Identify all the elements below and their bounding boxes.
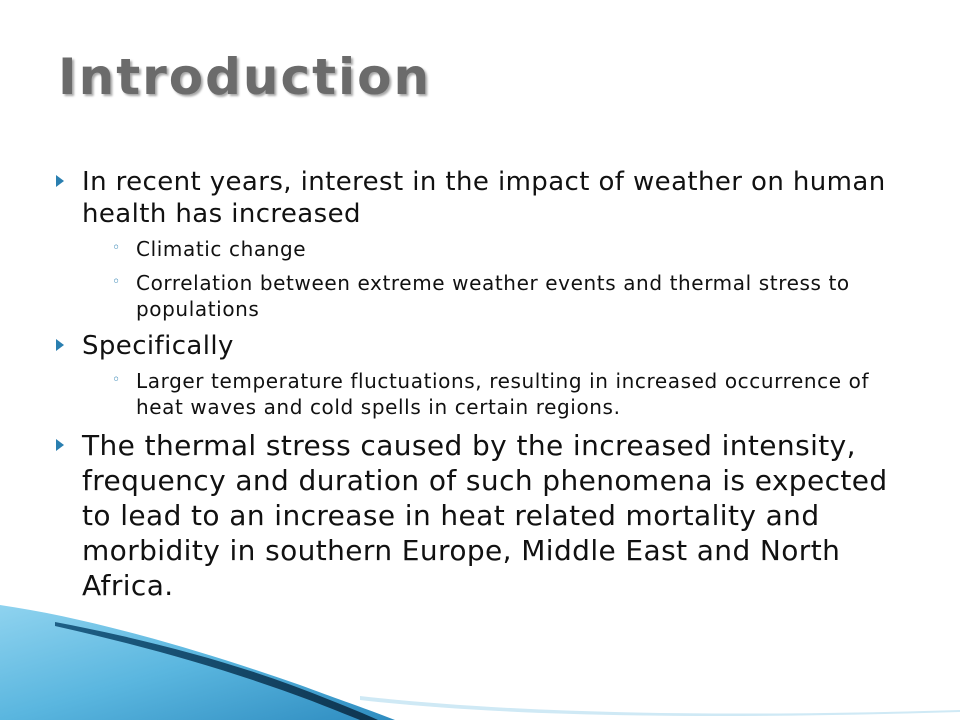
sub-bullet-text: Correlation between extreme weather events and thermal stress to populations (136, 271, 850, 321)
bullet-text: Specifically (82, 331, 234, 361)
sub-bullet-circle-icon: ◦ (112, 240, 121, 256)
sub-bullet-text: Larger temperature fluctuations, resulting in increased occurrence of heat waves and cold spells in certain regions. (136, 369, 870, 419)
wave-tail-line (360, 696, 960, 716)
slide-title: Introduction (58, 48, 432, 106)
bullet-text: The thermal stress caused by the increased intensity, frequency and duration of such phenomena is expected to lead to an increase in heat related mortality and morbidity in southern Europe, Middle East and North Africa. (82, 429, 888, 602)
sub-bullet-circle-icon: ◦ (112, 274, 121, 290)
bullet-text: In recent years, interest in the impact of weather on human health has increased (82, 167, 886, 229)
sub-bullet-circle-icon: ◦ (112, 372, 121, 388)
sub-bullet-text: Climatic change (136, 237, 307, 261)
